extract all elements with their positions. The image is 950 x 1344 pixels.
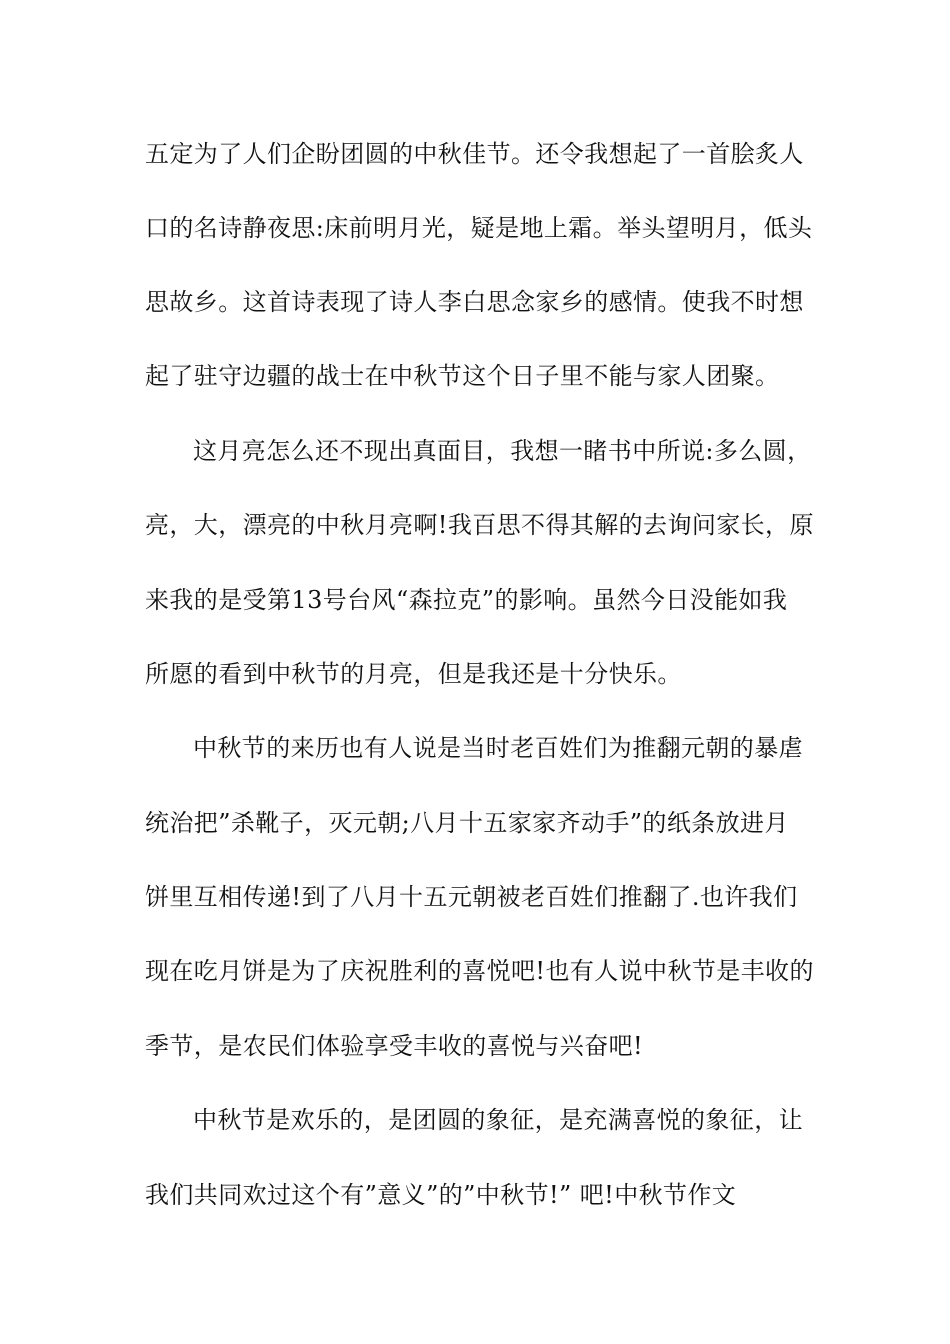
paragraph-line: 中秋节是欢乐的，是团圆的象征，是充满喜悦的象征，让	[193, 1106, 803, 1134]
paragraph-line: 所愿的看到中秋节的月亮，但是我还是十分快乐。	[145, 660, 682, 688]
paragraph-line: 这月亮怎么还不现出真面目，我想一睹书中所说:多么圆，	[193, 437, 812, 465]
paragraph-line: 我们共同欢过这个有”意义”的”中秋节!” 吧!中秋节作文	[145, 1181, 737, 1209]
paragraph-line: 思故乡。这首诗表现了诗人李白思念家乡的感情。使我不时想	[145, 288, 804, 316]
paragraph-line: 来我的是受第13号台风“森拉克”的影响。虽然今日没能如我	[145, 586, 788, 614]
paragraph-line: 中秋节的来历也有人说是当时老百姓们为推翻元朝的暴虐	[193, 734, 803, 762]
paragraph-line: 季节，是农民们体验享受丰收的喜悦与兴奋吧!	[145, 1032, 644, 1060]
paragraph-line: 现在吃月饼是为了庆祝胜利的喜悦吧!也有人说中秋节是丰收的	[145, 957, 814, 985]
paragraph-line: 起了驻守边疆的战士在中秋节这个日子里不能与家人团聚。	[145, 362, 780, 390]
paragraph-line: 饼里互相传递!到了八月十五元朝被老百姓们推翻了.也许我们	[145, 883, 798, 911]
paragraph-line: 统治把”杀靴子，灭元朝;八月十五家家齐动手”的纸条放进月	[145, 809, 789, 837]
paragraph-line: 五定为了人们企盼团圆的中秋佳节。还令我想起了一首脍炙人	[145, 140, 804, 168]
paragraph-line: 口的名诗静夜思:床前明月光，疑是地上霜。举头望明月，低头	[145, 214, 813, 242]
paragraph-line: 亮，大，漂亮的中秋月亮啊!我百思不得其解的去询问家长，原	[145, 511, 814, 539]
